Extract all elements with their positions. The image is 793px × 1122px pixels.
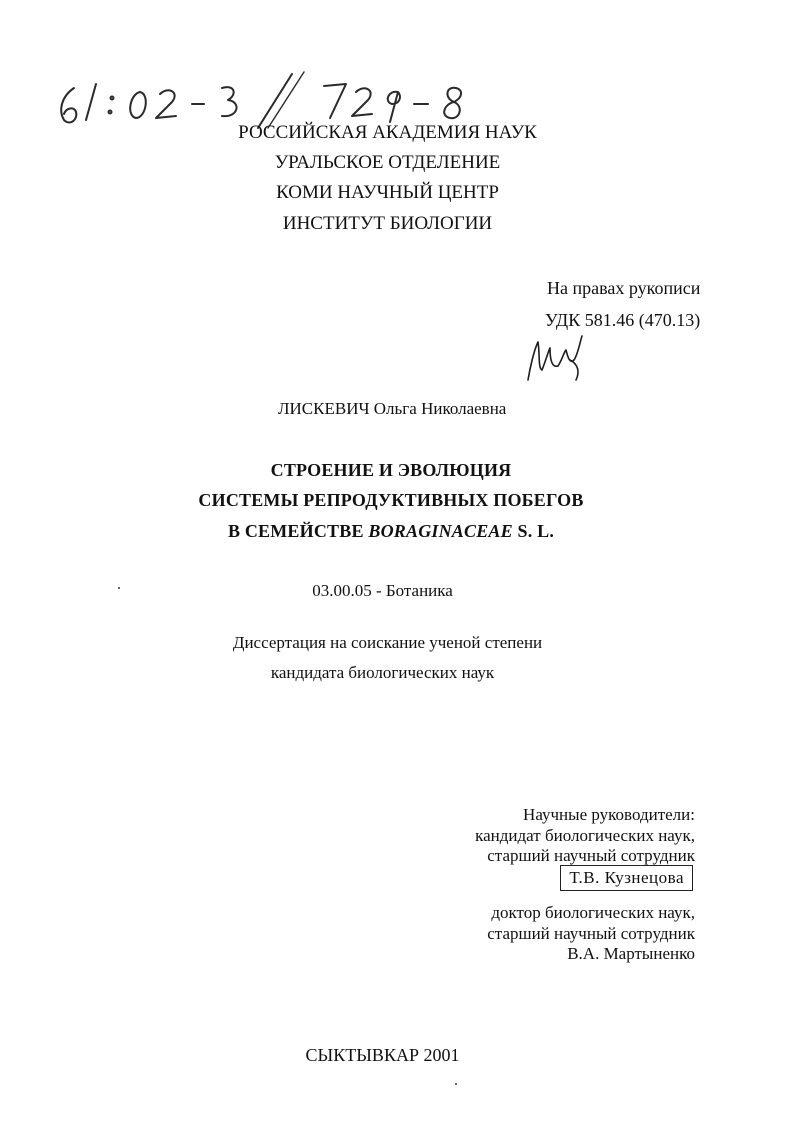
thesis-title-line-3 <box>0 520 782 542</box>
thesis-title-line-1: СТРОЕНИЕ И ЭВОЛЮЦИЯ <box>270 460 512 480</box>
organization-line-4: ИНСТИТУТ БИОЛОГИИ <box>282 213 493 234</box>
dissertation-line-1: Диссертация на соискание ученой степени <box>232 633 543 652</box>
organization-line-2: УРАЛЬСКОЕ ОТДЕЛЕНИЕ <box>274 152 501 173</box>
thesis-title-family: BORAGINACEAE <box>368 521 513 541</box>
thesis-title-suffix: S. L. <box>512 521 555 541</box>
supervisor-1-position: старший научный сотрудник <box>487 846 695 865</box>
author-name: ЛИСКЕВИЧ Ольга Николаевна <box>278 399 507 418</box>
specialty-code: 03.00.05 - Ботаника <box>312 581 453 600</box>
thesis-title-line-2: СИСТЕМЫ РЕПРОДУКТИВНЫХ ПОБЕГОВ <box>198 490 584 510</box>
scan-speck <box>118 587 120 589</box>
dissertation-line-2: кандидата биологических наук <box>270 663 495 682</box>
city-year: СЫКТЫВКАР 2001 <box>305 1045 460 1065</box>
supervisor-1-name: Т.В. Кузнецова <box>560 865 693 891</box>
supervisor-1-degree: кандидат биологических наук, <box>475 826 695 845</box>
scan-speck <box>455 1083 457 1085</box>
supervisors-heading: Научные руководители: <box>523 805 695 824</box>
rights-note: На правах рукописи <box>547 278 701 298</box>
supervisor-2-position: старший научный сотрудник <box>487 924 695 943</box>
handwritten-archive-number <box>52 70 482 130</box>
organization-line-3: КОМИ НАУЧНЫЙ ЦЕНТР <box>276 182 499 203</box>
organization-line-1: РОССИЙСКАЯ АКАДЕМИЯ НАУК <box>238 122 537 143</box>
udk-code: УДК 581.46 (470.13) <box>545 310 701 330</box>
thesis-title-prefix: В СЕМЕЙСТВЕ <box>227 521 369 541</box>
supervisor-2-degree: доктор биологических наук, <box>491 903 695 922</box>
handwritten-signature <box>520 330 595 385</box>
supervisor-2-name: В.А. Мартыненко <box>567 944 695 963</box>
